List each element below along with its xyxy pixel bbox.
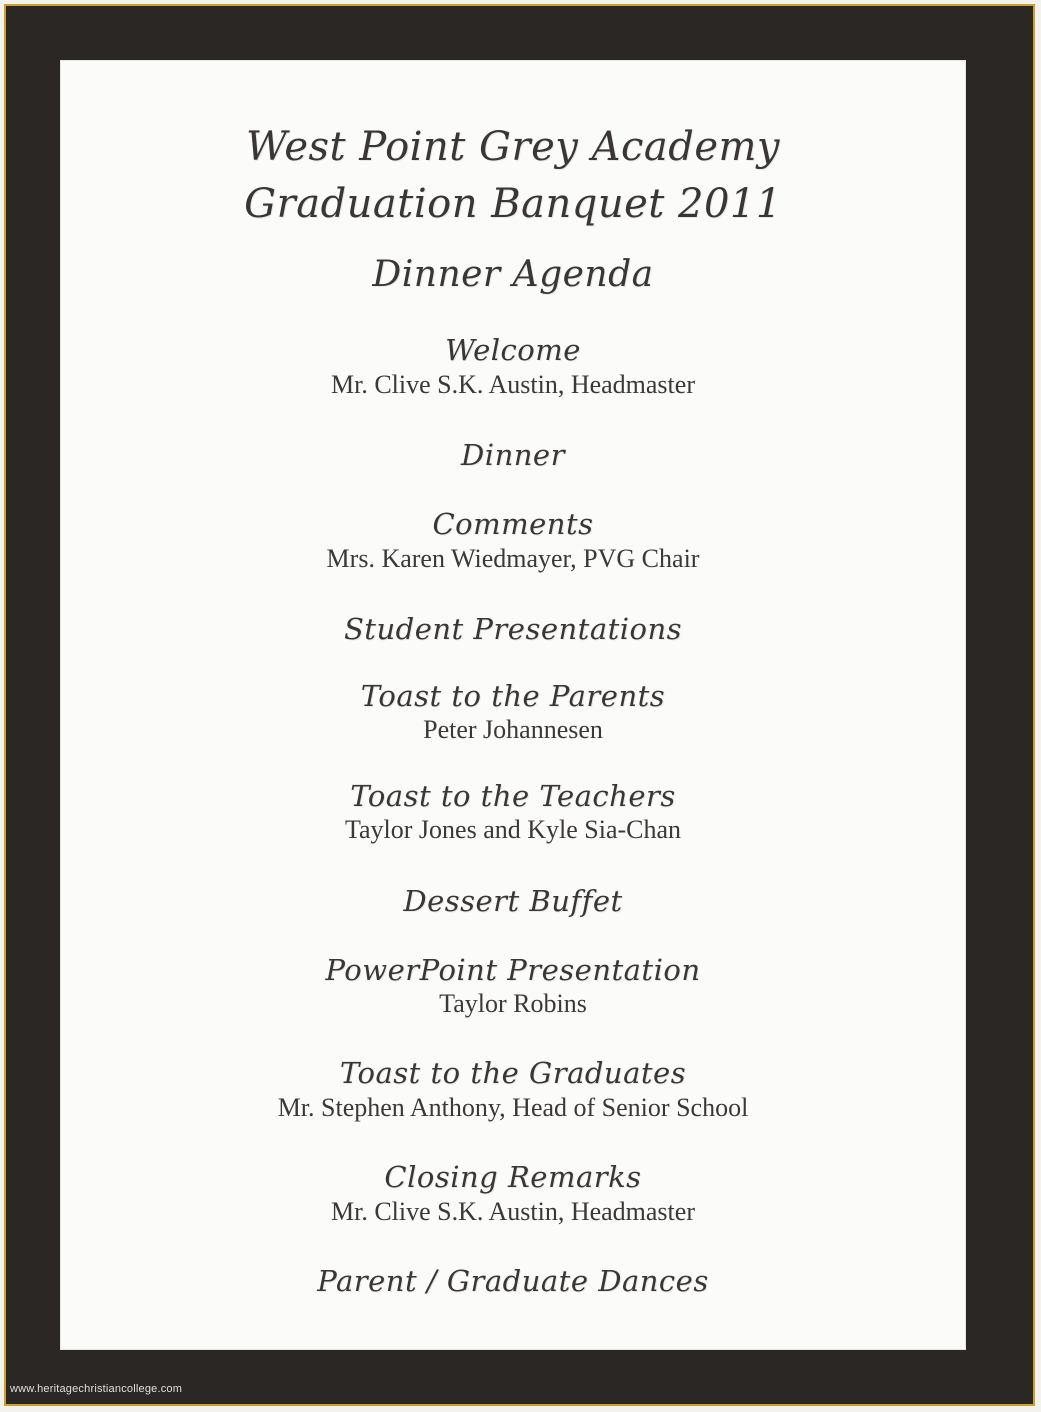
item-detail-powerpoint: Taylor Robins (439, 989, 587, 1018)
title-line-2: Graduation Banquet 2011 (244, 181, 782, 227)
item-heading-dances: Parent / Graduate Dances (317, 1264, 709, 1298)
agenda-subtitle: Dinner Agenda (372, 254, 654, 295)
agenda-card (61, 61, 965, 1349)
item-detail-toast-teachers: Taylor Jones and Kyle Sia-Chan (344, 815, 682, 844)
item-detail-closing-remarks: Mr. Clive S.K. Austin, Headmaster (331, 1197, 695, 1226)
item-heading-toast-teachers: Toast to the Teachers (350, 779, 676, 813)
item-detail-toast-graduates: Mr. Stephen Anthony, Head of Senior School (277, 1093, 749, 1122)
item-heading-closing-remarks: Closing Remarks (384, 1160, 642, 1194)
item-heading-powerpoint: PowerPoint Presentation (325, 953, 701, 987)
item-heading-student-presentations: Student Presentations (343, 612, 683, 646)
item-detail-toast-parents: Peter Johannesen (423, 715, 603, 744)
item-heading-dinner: Dinner (461, 438, 565, 472)
item-heading-toast-graduates: Toast to the Graduates (339, 1056, 687, 1090)
watermark-text: www.heritagechristiancollege.com (10, 1383, 183, 1395)
item-detail-welcome: Mr. Clive S.K. Austin, Headmaster (331, 370, 695, 399)
item-heading-comments: Comments (432, 507, 594, 541)
item-heading-dessert-buffet: Dessert Buffet (403, 884, 623, 918)
item-heading-toast-parents: Toast to the Parents (360, 679, 666, 713)
title-line-1: West Point Grey Academy (245, 124, 781, 170)
item-heading-welcome: Welcome (445, 333, 581, 367)
item-detail-comments: Mrs. Karen Wiedmayer, PVG Chair (326, 544, 700, 573)
